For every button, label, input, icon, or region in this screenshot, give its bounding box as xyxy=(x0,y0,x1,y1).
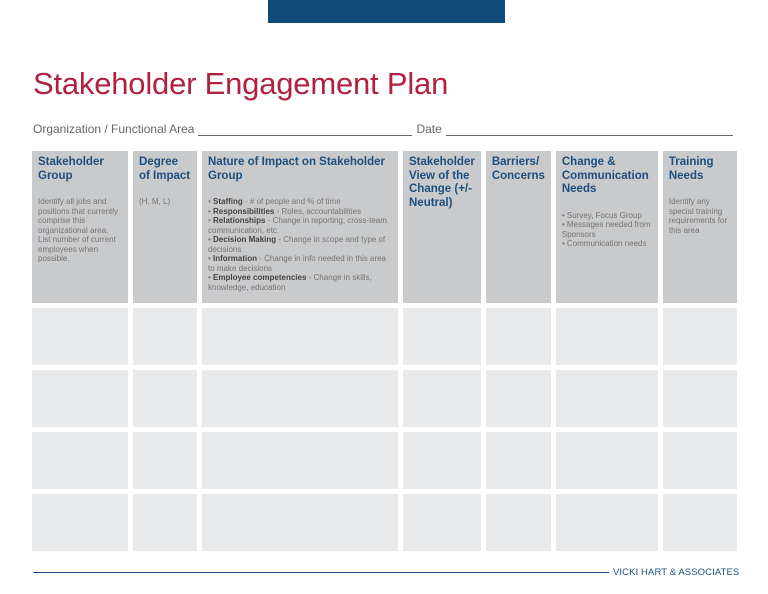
date-label: Date xyxy=(416,122,442,136)
column-title: Stakeholder Group xyxy=(38,156,104,182)
header-row xyxy=(32,151,737,303)
column-title: Training Needs xyxy=(668,156,714,182)
table-cell[interactable] xyxy=(663,370,737,427)
table-cell[interactable] xyxy=(32,370,128,427)
column-header-degree-of-impact xyxy=(133,151,197,303)
footer-brand: VICKI HART & ASSOCIATES xyxy=(613,567,740,578)
column-description: (H, M, L) xyxy=(139,197,171,206)
table-cell[interactable] xyxy=(403,432,481,489)
column-header-barriers-concerns xyxy=(486,151,551,303)
table-cell[interactable] xyxy=(202,370,398,427)
table-cell[interactable] xyxy=(556,308,658,365)
date-field[interactable] xyxy=(446,124,733,136)
table-cell[interactable] xyxy=(202,494,398,551)
list-item: • Responsibilities - Roles, accountabilities xyxy=(208,206,362,216)
list-item: • Survey, Focus Group xyxy=(561,210,642,220)
column-description: Identify any special training requirements for this area xyxy=(668,197,728,235)
column-title: Change & Communication Needs xyxy=(561,156,649,195)
org-label: Organization / Functional Area xyxy=(33,122,195,136)
table-cell[interactable] xyxy=(556,432,658,489)
table-cell[interactable] xyxy=(32,494,128,551)
table-cell[interactable] xyxy=(202,432,398,489)
table-cell[interactable] xyxy=(403,370,481,427)
list-item: • Messages needed from Sponsors xyxy=(561,220,651,239)
column-title: Nature of Impact on Stakeholder Group xyxy=(208,156,386,182)
list-item: • Staffing - # of people and % of time xyxy=(208,197,341,206)
org-field[interactable] xyxy=(198,124,412,136)
organization-date-line xyxy=(33,120,733,136)
table-cell[interactable] xyxy=(133,370,197,427)
column-title: Barriers/ Concerns xyxy=(491,156,545,182)
communication-list xyxy=(562,211,652,249)
column-header-communication-needs xyxy=(556,151,658,303)
table-row xyxy=(32,494,737,551)
table-cell[interactable] xyxy=(133,308,197,365)
table-cell[interactable] xyxy=(403,308,481,365)
engagement-plan-table xyxy=(27,146,742,556)
page-title: Stakeholder Engagement Plan xyxy=(33,66,449,101)
list-item: • Relationships - Change in reporting, cross-team communication, etc. xyxy=(208,216,387,235)
table-cell[interactable] xyxy=(486,494,551,551)
column-title: Stakeholder View of the Change (+/-Neutral) xyxy=(409,156,475,209)
table-row xyxy=(32,432,737,489)
column-header-nature-of-impact xyxy=(202,151,398,303)
column-header-training-needs xyxy=(663,151,737,303)
table-cell[interactable] xyxy=(32,432,128,489)
list-item: • Decision Making - Change in scope and type of decisions xyxy=(208,235,386,254)
top-accent-bar xyxy=(268,0,505,23)
column-description: Identify all jobs and positions that currently comprise this organizational area. List number of current employees when possible. xyxy=(38,197,119,263)
table-cell[interactable] xyxy=(403,494,481,551)
table-row xyxy=(32,370,737,427)
list-item: • Employee competencies - Change in skills, knowledge, education xyxy=(208,273,372,292)
column-header-stakeholder-view xyxy=(403,151,481,303)
table-cell[interactable] xyxy=(556,370,658,427)
table-cell[interactable] xyxy=(663,432,737,489)
list-item: • Information - Change in info needed in this area to make decisions xyxy=(208,254,387,273)
table-cell[interactable] xyxy=(202,308,398,365)
table-cell[interactable] xyxy=(663,308,737,365)
table-cell[interactable] xyxy=(486,308,551,365)
footer-divider xyxy=(33,572,609,573)
column-title: Degree of Impact xyxy=(139,156,191,182)
impact-list xyxy=(208,197,392,292)
table-cell[interactable] xyxy=(663,494,737,551)
column-header-stakeholder-group xyxy=(32,151,128,303)
table-cell[interactable] xyxy=(32,308,128,365)
table-cell[interactable] xyxy=(133,432,197,489)
table-cell[interactable] xyxy=(556,494,658,551)
table-row xyxy=(32,308,737,365)
table-cell[interactable] xyxy=(133,494,197,551)
table-cell[interactable] xyxy=(486,432,551,489)
table-cell[interactable] xyxy=(486,370,551,427)
list-item: • Communication needs xyxy=(561,239,647,248)
